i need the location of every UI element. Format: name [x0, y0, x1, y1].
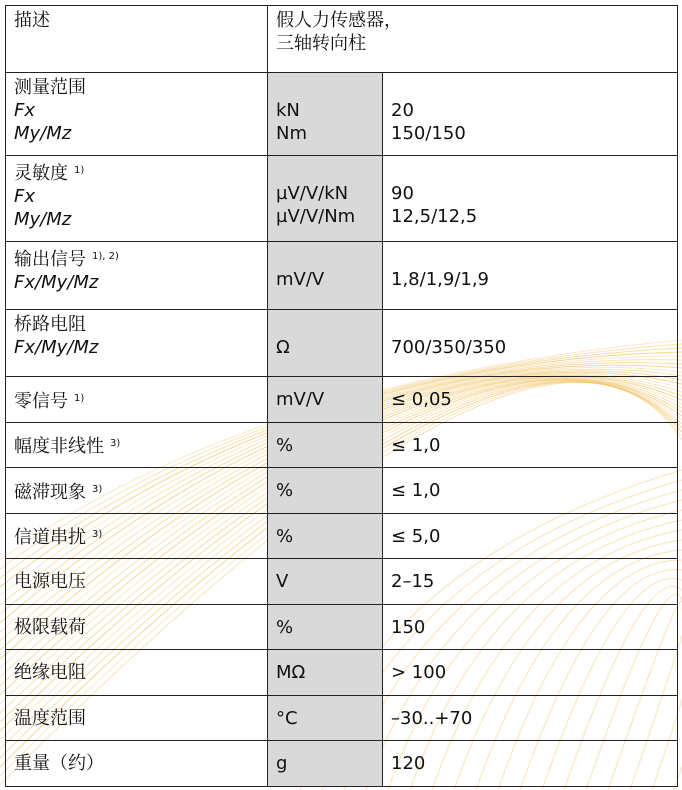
- param-label: 桥路电阻: [14, 314, 86, 335]
- header-desc-cell: [6, 6, 268, 73]
- value-text: 90: [391, 183, 414, 204]
- param-sub-label: Fx/My/Mz: [14, 337, 99, 358]
- param-cell: [6, 696, 268, 741]
- spec-row: [6, 73, 678, 156]
- param-label: 电源电压: [14, 571, 86, 592]
- value-text: ≤ 0,05: [391, 389, 452, 410]
- param-sub-label: Fx: [14, 100, 36, 121]
- spacer: [276, 245, 374, 268]
- footnote-ref: 3): [92, 483, 103, 495]
- param-label: 信道串扰 $^{3)}$: [14, 527, 103, 548]
- param-label: 极限载荷: [14, 616, 86, 638]
- param-cell: [6, 559, 268, 605]
- param-label: 绝缘电阻: [14, 662, 86, 683]
- param-label: 重量（约）: [14, 753, 104, 774]
- spec-row: [6, 156, 678, 242]
- value-text: ≤ 1,0: [391, 434, 441, 456]
- desc-label: 描述: [14, 10, 50, 31]
- value-cell: [383, 73, 678, 156]
- param-cell: [6, 242, 268, 310]
- spacer: [391, 245, 669, 268]
- param-cell: [6, 741, 268, 787]
- spec-row: [6, 559, 678, 605]
- param-cell: [6, 156, 268, 242]
- spacer: [391, 313, 669, 336]
- param-label: 温度范围: [14, 707, 86, 729]
- value-cell: [383, 696, 678, 741]
- param-label: 输出信号 $^{1), 2)}$: [14, 249, 119, 270]
- unit-cell: [268, 377, 383, 423]
- value-text: –30..+70: [391, 707, 473, 729]
- param-sub-label: Fx: [14, 186, 36, 207]
- value-cell: [383, 605, 678, 650]
- unit-cell: [268, 73, 383, 156]
- unit-cell: [268, 423, 383, 468]
- param-cell: [6, 310, 268, 377]
- spacer: [276, 159, 374, 182]
- value-cell: [383, 468, 678, 514]
- value-cell: [383, 559, 678, 605]
- spacer: [276, 76, 374, 99]
- unit-text: µV/V/kN: [276, 183, 349, 204]
- footnote-ref: 1): [74, 165, 85, 176]
- param-sub-label: Fx/My/Mz: [14, 272, 99, 293]
- spec-row: [6, 605, 678, 650]
- spacer: [276, 313, 374, 336]
- param-label: 灵敏度 $^{1)}$: [14, 163, 85, 184]
- product-name-line1: 假人力传感器，: [276, 10, 402, 31]
- value-cell: [383, 310, 678, 377]
- unit-text: kN: [276, 100, 300, 121]
- unit-cell: [268, 156, 383, 242]
- unit-cell: [268, 741, 383, 787]
- param-cell: [6, 423, 268, 468]
- param-cell: [6, 468, 268, 514]
- spec-row: [6, 242, 678, 310]
- unit-cell: [268, 650, 383, 696]
- unit-text: µV/V/Nm: [276, 206, 356, 227]
- header-product-cell: [268, 6, 678, 73]
- param-cell: [6, 605, 268, 650]
- param-cell: [6, 514, 268, 559]
- param-cell: [6, 73, 268, 156]
- unit-cell: [268, 559, 383, 605]
- header-row: [6, 6, 678, 73]
- param-label: 磁滞现象 $^{3)}$: [14, 481, 103, 503]
- value-text: 120: [391, 753, 426, 774]
- unit-cell: [268, 242, 383, 310]
- spec-row: [6, 423, 678, 468]
- value-cell: [383, 156, 678, 242]
- value-text: 150/150: [391, 123, 466, 144]
- unit-text: Nm: [276, 123, 307, 144]
- unit-text: g: [276, 753, 288, 774]
- footnote-ref: 1): [74, 392, 85, 404]
- spec-row: [6, 650, 678, 696]
- unit-text: %: [276, 480, 294, 501]
- value-cell: [383, 514, 678, 559]
- footnote-ref: 3): [110, 438, 121, 449]
- spec-row: [6, 741, 678, 787]
- unit-cell: [268, 468, 383, 514]
- unit-text: mV/V: [276, 389, 325, 410]
- unit-text: mV/V: [276, 269, 325, 290]
- footnote-ref: 3): [92, 529, 103, 540]
- value-text: > 100: [391, 662, 447, 683]
- value-text: 2–15: [391, 571, 435, 592]
- value-cell: [383, 650, 678, 696]
- value-cell: [383, 741, 678, 787]
- value-text: 12,5/12,5: [391, 206, 478, 227]
- spec-row: [6, 696, 678, 741]
- param-cell: [6, 377, 268, 423]
- spacer: [391, 159, 669, 182]
- unit-text: %: [276, 616, 294, 638]
- unit-text: MΩ: [276, 662, 306, 683]
- spec-row: [6, 514, 678, 559]
- unit-cell: [268, 310, 383, 377]
- value-text: ≤ 5,0: [391, 525, 441, 547]
- unit-text: %: [276, 434, 294, 456]
- unit-text: Ω: [276, 337, 290, 358]
- value-text: 1,8/1,9/1,9: [391, 269, 490, 290]
- product-name-line2: 三轴转向柱: [276, 33, 366, 54]
- param-sub-label: My/Mz: [14, 123, 72, 144]
- unit-text: %: [276, 525, 294, 547]
- unit-cell: [268, 514, 383, 559]
- value-cell: [383, 242, 678, 310]
- value-cell: [383, 377, 678, 423]
- param-sub-label: My/Mz: [14, 209, 72, 230]
- unit-text: °C: [276, 707, 298, 729]
- unit-cell: [268, 605, 383, 650]
- spacer: [391, 76, 669, 99]
- spec-row: [6, 377, 678, 423]
- value-text: 20: [391, 100, 414, 121]
- spec-table: [5, 5, 678, 787]
- value-text: 700/350/350: [391, 337, 507, 358]
- unit-cell: [268, 696, 383, 741]
- spec-row: [6, 468, 678, 514]
- value-cell: [383, 423, 678, 468]
- param-label: 测量范围: [14, 77, 86, 98]
- spec-row: [6, 310, 678, 377]
- param-label: 零信号 $^{1)}$: [14, 390, 85, 412]
- value-text: ≤ 1,0: [391, 480, 441, 501]
- param-cell: [6, 650, 268, 696]
- value-text: 150: [391, 616, 426, 638]
- param-label: 幅度非线性 $^{3)}$: [14, 436, 121, 457]
- unit-text: V: [276, 571, 289, 592]
- footnote-ref: 1), 2): [92, 251, 119, 262]
